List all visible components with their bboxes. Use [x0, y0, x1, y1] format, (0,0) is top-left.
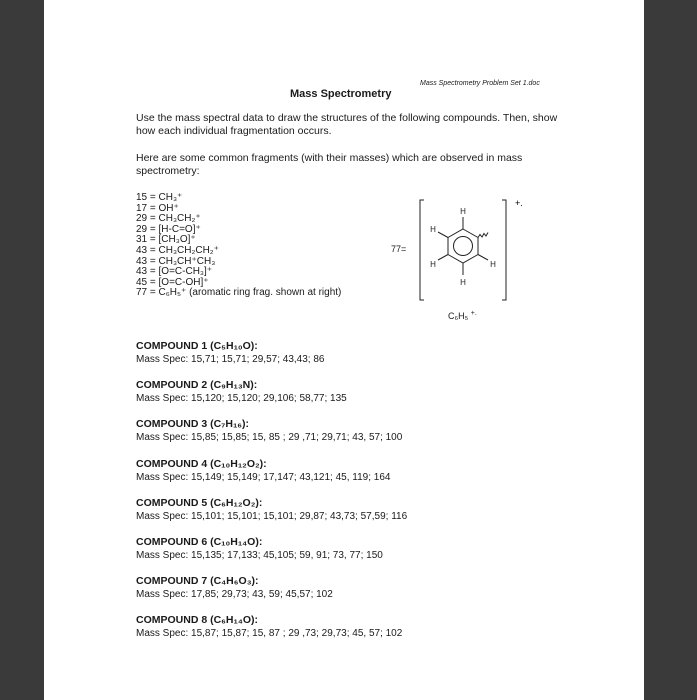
compound-item: [136, 497, 407, 536]
structure-formula: [448, 310, 477, 321]
compound-heading: COMPOUND 4 (C₁₀H₁₂O₂):: [136, 457, 267, 470]
fragment-item: 43 = [O=C-CH₃]⁺: [136, 266, 213, 278]
fragment-item: 29 = [H-C=O]⁺: [136, 223, 201, 235]
viewer-frame-left: [0, 0, 44, 700]
compound-item: [136, 379, 407, 418]
fragment-item: 45 = [O=C-OH]⁺: [136, 276, 209, 288]
compound-mass-spec: Mass Spec: 15,101; 15,101; 15,101; 29,87; 43,73; 57,59; 116: [136, 510, 408, 522]
compound-item: [136, 536, 407, 575]
compound-mass-spec: Mass Spec: 15,85; 15,85; 15, 85 ; 29 ,71; 29,71; 43, 57; 100: [136, 432, 403, 444]
bracket-charge: +.: [515, 198, 523, 208]
h-atom-lower-right: H: [490, 260, 496, 269]
structure-formula-charge: +.: [470, 310, 477, 317]
fragment-item: 31 = [CH₃O]⁺: [136, 234, 196, 246]
compound-heading: COMPOUND 3 (C₇H₁₆):: [136, 418, 250, 431]
h-atom-upper-left: H: [430, 225, 436, 234]
compound-mass-spec: Mass Spec: 15,87; 15,87; 15, 87 ; 29 ,73; 29,73; 45, 57; 102: [136, 628, 403, 640]
structure-formula-text: C₆H₅: [448, 311, 469, 321]
fragments-intro-paragraph: Here are some common fragments (with their masses) which are observed in mass spectrometry:: [136, 152, 523, 177]
compound-mass-spec: Mass Spec: 15,149; 15,149; 17,147; 43,121; 45, 119; 164: [136, 471, 391, 483]
h-atom-top: H: [460, 207, 466, 216]
instructions-paragraph: Use the mass spectral data to draw the structures of the following compounds. Then, show how each individual fragmentation occurs.: [136, 112, 558, 137]
compound-item: [136, 458, 407, 497]
fragment-item: 15 = CH₃⁺: [136, 192, 183, 203]
compound-heading: COMPOUND 8 (C₆H₁₄O):: [136, 614, 259, 627]
viewer-frame-right: [644, 0, 697, 700]
fragment-item: 43 = CH₃CH⁺CH₃: [136, 255, 216, 267]
fragment-item: 29 = CH₃CH₂⁺: [136, 213, 201, 225]
structure-label: 77=: [391, 244, 407, 254]
compound-item: [136, 575, 407, 614]
fragment-list: [136, 193, 341, 299]
bracket-right: [502, 200, 506, 300]
compound-mass-spec: Mass Spec: 15,120; 15,120; 29,106; 58,77; 135: [136, 393, 347, 405]
compound-item: [136, 418, 407, 457]
h-atom-bottom: H: [460, 278, 466, 287]
document-file-name: Mass Spectrometry Problem Set 1.doc: [420, 80, 540, 87]
compound-item: [136, 614, 407, 653]
page-title: Mass Spectrometry: [290, 88, 392, 100]
compound-list: [136, 340, 407, 654]
phenyl-cation-structure: [416, 196, 546, 304]
bracket-left: [420, 200, 424, 300]
compound-mass-spec: Mass Spec: 15,135; 17,133; 45,105; 59, 91; 73, 77; 150: [136, 549, 383, 561]
benzene-ring: [438, 217, 488, 275]
compound-heading: COMPOUND 1 (C₅H₁₀O):: [136, 340, 258, 352]
fragment-item: 77 = C₆H₅⁺ (aromatic ring frag. shown at right): [136, 287, 342, 299]
compound-mass-spec: Mass Spec: 17,85; 29,73; 43, 59; 45,57; 102: [136, 589, 333, 601]
h-atom-lower-left: H: [430, 260, 436, 269]
compound-heading: COMPOUND 7 (C₄H₆O₃):: [136, 575, 259, 588]
compound-item: [136, 340, 407, 379]
compound-mass-spec: Mass Spec: 15,71; 15,71; 29,57; 43,43; 86: [136, 354, 325, 365]
compound-heading: COMPOUND 6 (C₁₀H₁₄O):: [136, 535, 263, 548]
compound-heading: COMPOUND 5 (C₆H₁₂O₂):: [136, 496, 263, 509]
fragment-item: 17 = OH⁺: [136, 202, 179, 214]
fragment-item: 43 = CH₃CH₂CH₂⁺: [136, 244, 219, 256]
compound-heading: COMPOUND 2 (C₉H₁₃N):: [136, 379, 258, 392]
